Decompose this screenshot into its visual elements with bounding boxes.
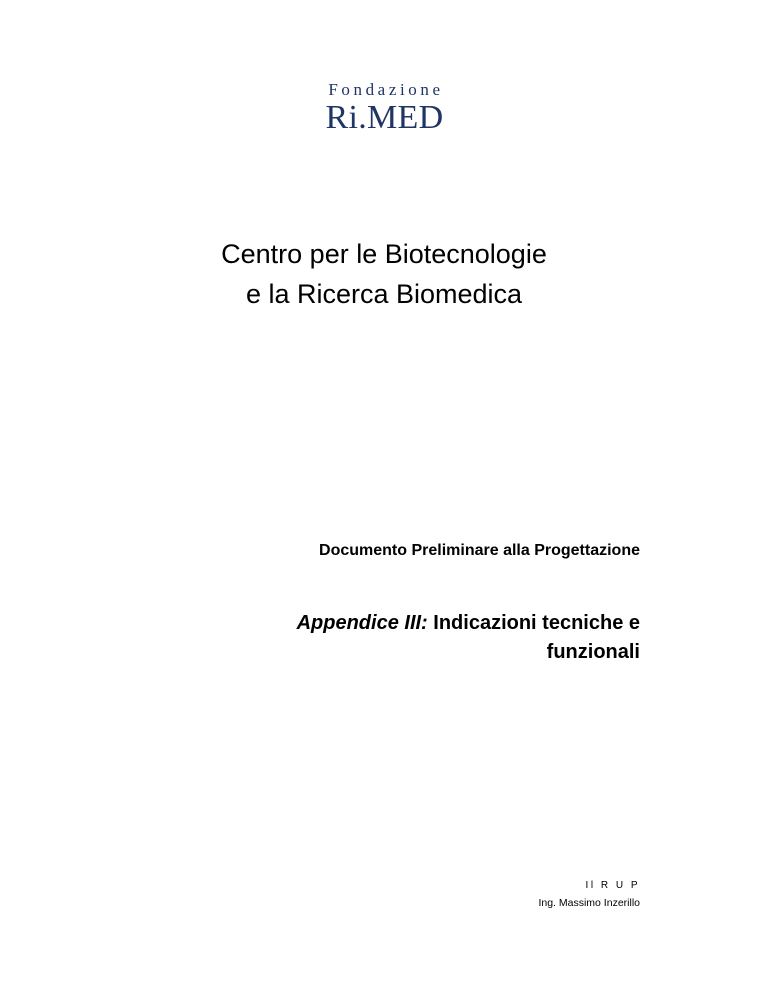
logo-foundation-label: Fondazione xyxy=(328,80,444,99)
signature-name: Ing. Massimo Inzerillo xyxy=(538,897,640,909)
signature-role: Il R U P xyxy=(585,880,640,891)
document-type: Documento Preliminare alla Progettazione xyxy=(319,542,640,559)
page-title-line-2: e la Ricerca Biomedica xyxy=(245,279,523,309)
appendix-label: Appendice III: xyxy=(296,612,428,634)
logo-rimed: Ri.MED xyxy=(325,99,444,136)
appendix-text-line-1: Indicazioni tecniche e xyxy=(427,612,640,634)
appendix-text-line-2: funzionali xyxy=(546,641,640,663)
page-title-line-1: Centro per le Biotecnologie xyxy=(221,239,547,269)
appendix-heading xyxy=(180,609,640,667)
